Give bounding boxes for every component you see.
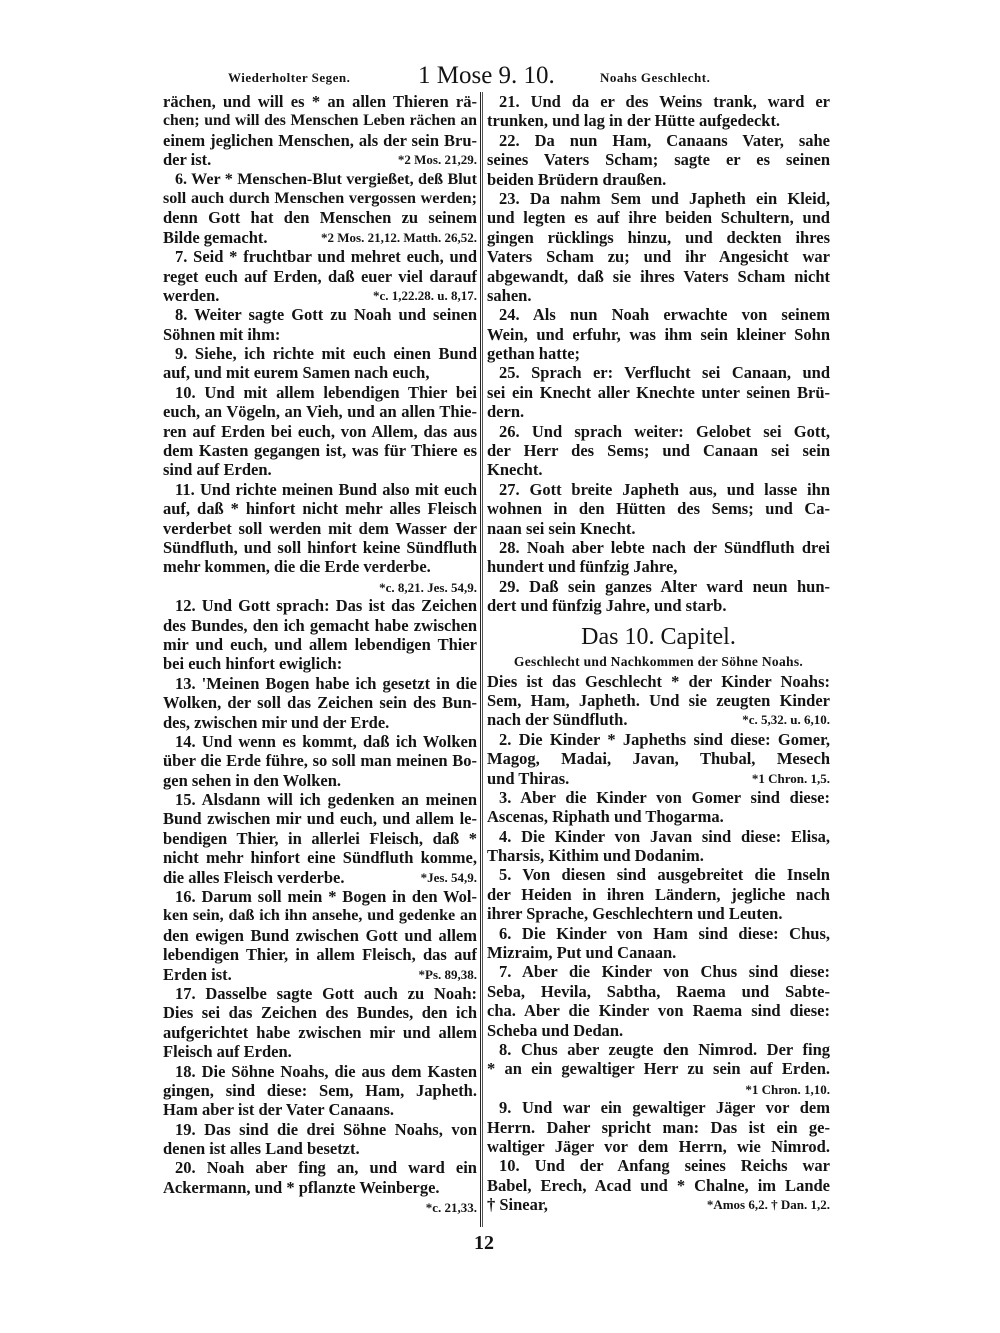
cross-reference: *Jes. 54,9.: [420, 869, 477, 885]
verse-text: werden.: [163, 285, 220, 305]
header-left-title: Wiederholter Segen.: [228, 70, 351, 85]
text-line: der Heiden in ihren Ländern, jegliche nach: [487, 884, 830, 904]
text-line: dern.: [487, 402, 525, 422]
cross-reference: *c. 8,21. Jes. 54,9.: [379, 579, 477, 595]
text-line: rächen, und will es * an allen Thieren rä-: [163, 92, 477, 111]
text-line: abgewandt, daß sie ihres Vaters Scham nicht: [487, 266, 830, 286]
text-line: auf, daß * hinfort nicht mehr alles Fleisch: [163, 499, 477, 519]
text-line: wohnen in den Hütten des Sems; und Ca-: [487, 499, 830, 519]
text-line: sei ein Knecht aller Knechte unter seinen Brü-: [487, 382, 830, 402]
text-line: beiden Brüdern draußen.: [487, 169, 667, 189]
text-line: [163, 228, 477, 247]
text-line: bei euch hinfort ewiglich:: [163, 654, 343, 674]
text-line: Ackermann, und * pflanzte Weinberge.: [163, 1177, 440, 1197]
text-line: cha. Aber die Kinder von Raema sind diese:: [487, 1001, 830, 1021]
text-line: gingen, sind diese: Sem, Ham, Japheth.: [163, 1080, 477, 1100]
text-line: [163, 1197, 477, 1216]
text-line: 29. Daß sein ganzes Alter ward neun hun-: [499, 576, 830, 596]
text-line: 12. Und Gott sprach: Das ist das Zeichen: [175, 596, 477, 616]
text-line: 2. Die Kinder * Japheths sind diese: Gomer,: [499, 729, 830, 749]
text-line: trunken, und lag in der Hütte aufgedeckt.: [487, 111, 781, 131]
right-column: [487, 92, 830, 1214]
text-line: den ewigen Bund zwischen Gott und allem: [163, 925, 477, 945]
text-line: mehr kommen, die die Erde verderbe.: [163, 557, 431, 577]
text-line: [163, 868, 477, 887]
text-line: Babel, Erech, Acad und * Chalne, im Lande: [487, 1175, 830, 1195]
text-line: auf, und mit eurem Samen nach euch,: [163, 363, 430, 383]
text-line: chen; und will des Menschen Leben rächen an: [163, 112, 477, 130]
text-line: naan sei sein Knecht.: [487, 518, 636, 538]
text-line: 8. Chus aber zeugte den Nimrod. Der fing: [499, 1039, 830, 1059]
text-line: Dies ist das Geschlecht * der Kinder Noahs:: [487, 671, 830, 691]
text-line: gingen rücklings hinzu, und deckten ihres: [487, 227, 830, 247]
text-line: 17. Dasselbe sagte Gott auch zu Noah:: [175, 983, 477, 1003]
cross-reference: *c. 21,33.: [425, 1200, 477, 1216]
text-line: und legten es auf ihre beiden Schultern, und: [487, 208, 830, 228]
text-line: denen ist alles Land besetzt.: [163, 1139, 360, 1159]
chapter-heading: Das 10. Capitel.: [581, 623, 736, 650]
cross-reference: *Amos 6,2. † Dan. 1,2.: [706, 1197, 830, 1213]
text-line: Wein, und erfuhr, was ihm sein kleiner Sohn: [487, 324, 830, 344]
text-line: euch, an Vögeln, an Vieh, und an allen Thie-: [163, 402, 477, 422]
text-line: 10. Und der Anfang seines Reichs war: [499, 1156, 830, 1176]
text-line: Sem, Ham, Japheth. Und sie zeugten Kinder: [487, 690, 830, 710]
text-line: [487, 1079, 830, 1098]
page-number: 12: [474, 1232, 494, 1254]
text-line: 4. Die Kinder von Javan sind diese: Elisa,: [499, 826, 830, 846]
cross-reference: *1 Chron. 1,10.: [745, 1081, 830, 1097]
text-line: sahen.: [487, 285, 532, 305]
text-line: bendigen Thier, in allerlei Fleisch, daß *: [163, 828, 477, 848]
text-line: ihrer Sprache, Geschlechtern und Leuten.: [487, 904, 783, 924]
text-line: 7. Seid * fruchtbar und mehret euch, und: [175, 247, 477, 267]
text-line: 23. Da nahm Sem und Japheth ein Kleid,: [499, 188, 830, 208]
text-line: [487, 710, 830, 729]
cross-reference: *2 Mos. 21,29.: [397, 152, 477, 168]
header-book-chapter: 1 Mose 9. 10.: [418, 62, 555, 89]
text-line: 11. Und richte meinen Bund also mit euch: [175, 479, 477, 499]
text-line: Wolken, der soll das Zeichen sein des Bun-: [163, 693, 477, 713]
cross-reference: *2 Mos. 21,12. Matth. 26,52.: [321, 229, 477, 245]
text-line: [163, 286, 477, 305]
text-line: 28. Noah aber lebte nach der Sündfluth drei: [499, 537, 830, 557]
text-line: Söhnen mit ihm:: [163, 324, 281, 344]
cross-reference: *c. 5,32. u. 6,10.: [742, 712, 830, 728]
verse-text: Erden ist.: [163, 964, 232, 984]
text-line: 13. 'Meinen Bogen habe ich gesetzt in die: [175, 673, 477, 693]
text-line: 9. Und war ein gewaltiger Jäger vor dem: [499, 1098, 830, 1118]
text-line: 27. Gott breite Japheth aus, und lasse ihn: [499, 479, 830, 499]
text-line: nicht mehr hinfort eine Sündfluth komme,: [163, 848, 477, 868]
text-line: gethan hatte;: [487, 344, 581, 364]
text-line: 14. Und wenn es kommt, daß ich Wolken: [175, 731, 477, 751]
left-column: [163, 92, 477, 1217]
text-line: 7. Aber die Kinder von Chus sind diese:: [499, 962, 830, 982]
text-line: 10. Und mit allem lebendigen Thier bei: [175, 382, 477, 402]
text-line: 24. Als nun Noah erwachte von seinem: [499, 305, 830, 325]
text-line: 25. Sprach er: Verflucht sei Canaan, und: [499, 363, 830, 383]
text-line: Knecht.: [487, 460, 543, 480]
verse-text: Bilde gemacht.: [163, 227, 268, 247]
text-line: Sündfluth, und soll hinfort keine Sündfluth: [163, 537, 477, 557]
text-line: einem jeglichen Menschen, als der sein Bru-: [163, 130, 477, 150]
text-line: Vaters Scham zu; und ihr Angesicht war: [487, 247, 830, 267]
text-line: [487, 1195, 830, 1214]
text-line: 15. Alsdann will ich gedenken an meinen: [175, 790, 477, 810]
text-line: Ham aber ist der Vater Canaans.: [163, 1100, 395, 1120]
text-line: [163, 577, 477, 596]
text-line: hundert und fünfzig Jahre,: [487, 557, 678, 577]
text-line: 6. Wer * Menschen-Blut vergießet, deß Blut: [175, 170, 477, 188]
verse-text: nach der Sündfluth.: [487, 710, 628, 730]
text-line: [487, 769, 830, 788]
text-line: über die Erde führe, so soll man meinen Bo-: [163, 751, 477, 771]
text-line: 5. Von diesen sind ausgebreitet die Inseln: [499, 865, 830, 885]
text-line: des Bundes, den ich gemacht habe zwischen: [163, 615, 477, 635]
text-line: * an ein gewaltiger Herr zu sein auf Erden.: [487, 1059, 830, 1079]
text-line: waltiger Jäger vor dem Herrn, wie Nimrod.: [487, 1136, 830, 1156]
chapter-9-continuation: [487, 92, 830, 616]
verse-text: † Sinear,: [487, 1195, 548, 1215]
text-line: Herrn. Daher spricht man: Das ist ein ge-: [487, 1117, 830, 1137]
text-line: Dies sei das Zeichen des Bundes, den ich: [163, 1003, 477, 1023]
column-divider: [480, 92, 483, 1227]
cross-reference: *1 Chron. 1,5.: [751, 770, 830, 786]
text-line: Tharsis, Kithim und Dodanim.: [487, 846, 704, 866]
verse-text: und Thiras.: [487, 768, 570, 788]
text-line: 26. Und sprach weiter: Gelobet sei Gott,: [499, 421, 830, 441]
chapter-summary: Geschlecht und Nachkommen der Söhne Noahs.: [513, 653, 804, 669]
text-line: des, zwischen mir und der Erde.: [163, 712, 390, 732]
text-line: aufgerichtet habe zwischen mir und allem: [163, 1022, 477, 1042]
cross-reference: *Ps. 89,38.: [418, 966, 477, 982]
text-line: 8. Weiter sagte Gott zu Noah und seinen: [175, 305, 477, 325]
text-line: der Herr des Sems; und Canaan sei sein: [487, 441, 830, 461]
text-line: soll auch durch Menschen vergossen werden;: [163, 189, 477, 207]
text-line: 9. Siehe, ich richte mit euch einen Bund: [175, 344, 477, 364]
text-line: 20. Noah aber fing an, und ward ein: [175, 1158, 477, 1178]
text-line: 16. Darum soll mein * Bogen in den Wol-: [175, 887, 477, 907]
text-line: Magog, Madai, Javan, Thubal, Mesech: [487, 749, 830, 769]
text-line: ren auf Erden bei euch, von Allem, das aus: [163, 421, 477, 441]
text-line: gen sehen in den Wolken.: [163, 770, 342, 790]
verse-text: die alles Fleisch verderbe.: [163, 867, 345, 887]
text-line: verderbet soll werden mit dem Wasser der: [163, 518, 477, 538]
text-line: denn Gott hat den Menschen zu seinem: [163, 208, 477, 228]
text-line: 21. Und da er des Weins trank, ward er: [499, 92, 830, 111]
text-line: 22. Da nun Ham, Canaans Vater, sahe: [499, 130, 830, 150]
text-line: reget euch auf Erden, daß euer viel darauf: [163, 266, 477, 286]
text-line: [163, 965, 477, 984]
text-line: lebendigen Thier, in allem Fleisch, das auf: [163, 945, 477, 965]
text-line: dert und fünfzig Jahre, und starb.: [487, 596, 727, 616]
text-line: 6. Die Kinder von Ham sind diese: Chus,: [499, 923, 830, 943]
text-line: [163, 150, 477, 169]
chapter-10-text: [487, 672, 830, 1215]
text-line: mir und euch, und allem lebendigen Thier: [163, 634, 477, 654]
running-header: [160, 62, 832, 94]
text-line: 18. Die Söhne Noahs, die aus dem Kasten: [175, 1061, 477, 1081]
text-line: Mizraim, Put und Canaan.: [487, 943, 677, 963]
text-line: Scheba und Dedan.: [487, 1020, 624, 1040]
cross-reference: *c. 1,22.28. u. 8,17.: [373, 287, 477, 303]
text-line: Fleisch auf Erden.: [163, 1042, 292, 1062]
text-line: Seba, Hevila, Sabtha, Raema und Sabte-: [487, 981, 830, 1001]
text-line: Ascenas, Riphath und Thogarma.: [487, 807, 724, 827]
header-right-title: Noahs Geschlecht.: [600, 70, 711, 85]
text-line: 19. Das sind die drei Söhne Noahs, von: [175, 1119, 477, 1139]
text-line: 3. Aber die Kinder von Gomer sind diese:: [499, 787, 830, 807]
verse-text: der ist.: [163, 150, 212, 170]
text-line: sind auf Erden.: [163, 460, 272, 480]
text-line: seines Vaters Scham; sagte er es seinen: [487, 150, 830, 170]
text-line: dem Kasten gegangen ist, was für Thiere es: [163, 441, 477, 461]
text-line: ken sein, daß ich ihn ansehe, und gedenke an: [163, 907, 477, 925]
text-line: Bund zwischen mir und euch, und allem le-: [163, 809, 477, 829]
